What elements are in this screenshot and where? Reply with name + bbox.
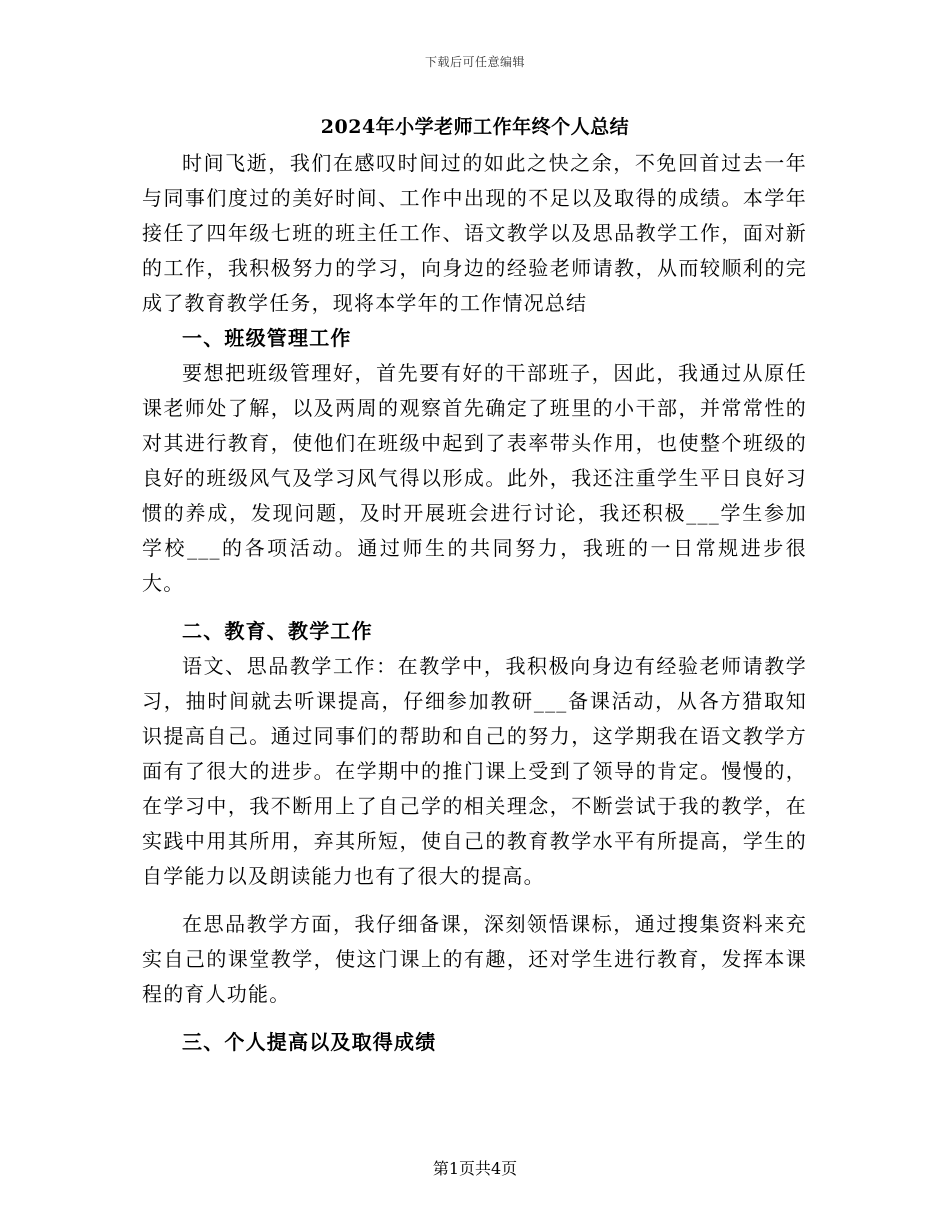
page-number: 第1页共4页 [432, 1159, 518, 1178]
document-title: 2024年小学老师工作年终个人总结 [320, 116, 630, 138]
section-paragraph: 语文、思品教学工作：在教学中，我积极向身边有经验老师请教学习，抽时间就去听课提高，仔细参加教研___备课活动，从各方猎取知识提高自己。通过同事们的帮助和自己的努力，这学期我在语文教学方面有了很大的进步。在学期中的推门课上受到了领导的肯定。慢慢的，在学习中，我不断用上了自己学的相关理念，不断尝试于我的教学，在实践中用其所用，弃其所短，使自己的教育教学水平有所提高，学生的自学能力以及朗读能力也有了很大的提高。 [142, 654, 807, 888]
document-body [142, 146, 807, 1060]
section-heading-teaching: 二、教育、教学工作 [182, 619, 373, 643]
section-heading-personal-improvement: 三、个人提高以及取得成绩 [182, 1030, 437, 1054]
section-heading-class-management: 一、班级管理工作 [182, 326, 352, 350]
header-note: 下载后可任意编辑 [424, 55, 525, 69]
section-paragraph: 在思品教学方面，我仔细备课，深刻领悟课标，通过搜集资料来充实自己的课堂教学，使这门课上的有趣，还对学生进行教育，发挥本课程的育人功能。 [142, 912, 807, 1006]
section-paragraph: 要想把班级管理好，首先要有好的干部班子，因此，我通过从原任课老师处了解，以及两周的观察首先确定了班里的小干部，并常常性的对其进行教育，使他们在班级中起到了表率带头作用，也使整个班级的良好的班级风气及学习风气得以形成。此外，我还注重学生平日良好习惯的养成，发现问题，及时开展班会进行讨论，我还积极___学生参加学校___的各项活动。通过师生的共同努力，我班的一日常规进步很大。 [142, 361, 807, 595]
intro-paragraph: 时间飞逝，我们在感叹时间过的如此之快之余，不免回首过去一年与同事们度过的美好时间、工作中出现的不足以及取得的成绩。本学年接任了四年级七班的班主任工作、语文教学以及思品教学工作，面对新的工作，我积极努力的学习，向身边的经验老师请教，从而较顺利的完成了教育教学任务，现将本学年的工作情况总结 [142, 151, 807, 315]
